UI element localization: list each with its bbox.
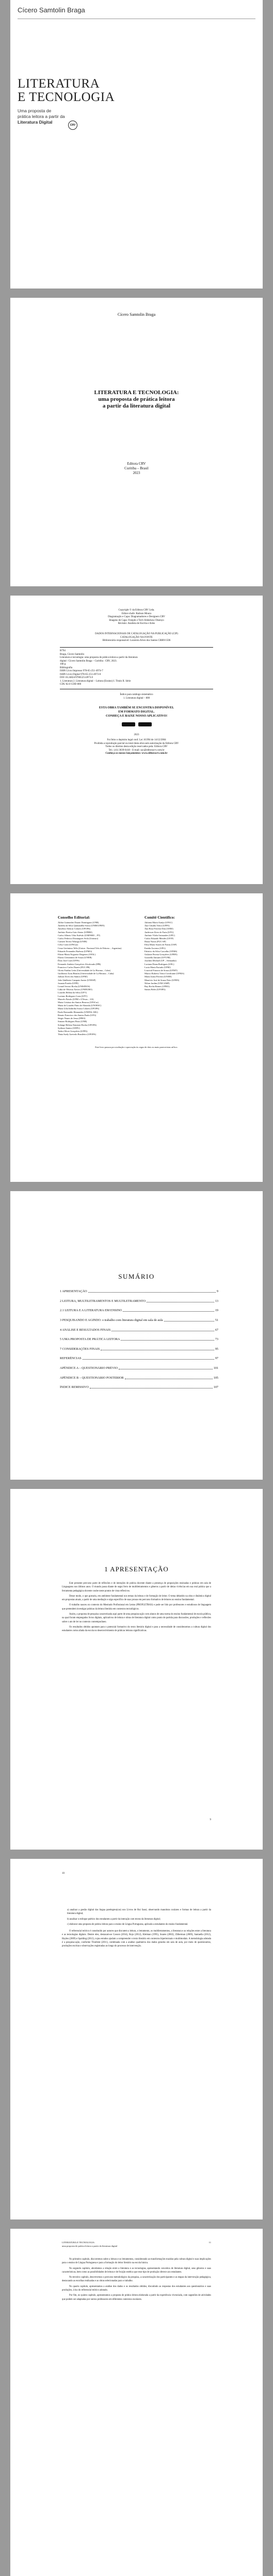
committee-member: Carlos Eduardo Mendes (UFJF) bbox=[144, 937, 174, 940]
committee-member: Elisa Maria Soares de Farias (USP) bbox=[144, 943, 177, 946]
toc-entry-label: 1 APRESENTAÇÃO bbox=[60, 1290, 87, 1294]
digital-notice-line: ESTA OBRA TAMBÉM SE ENCONTRA DISPONÍVEL bbox=[99, 706, 174, 709]
toc-entry-page: 95 bbox=[215, 1347, 218, 1351]
toc-entry[interactable] bbox=[60, 1345, 218, 1354]
toc-entry[interactable] bbox=[60, 1354, 218, 1364]
scientific-committee bbox=[144, 915, 222, 991]
title-page bbox=[10, 298, 263, 586]
committee-member: Maurício José de Souza Neto (UFRN) bbox=[144, 978, 180, 981]
paragraph: No primeiro capítulo, discorremos sobre a leitura e os letramentos, considerando as transformações trazidas pela cultura digital e suas implicações para o ensino de Língua Portuguesa e para a formação do leitor literário na escola básica. bbox=[62, 2258, 211, 2265]
catalog-line: B794 bbox=[60, 650, 66, 652]
digital-notice bbox=[41, 706, 232, 718]
board-member: Maria Lília Imbiriba Sousa Colares (UFOPA) bbox=[58, 1007, 100, 1010]
toc-leader-dots bbox=[83, 1357, 214, 1360]
board-member: Simone Rodrigues Pinto (UNB) bbox=[58, 1020, 87, 1023]
paragraph: Este presente percurso parte de reflexões e de intenções de prática docente diante a presença de proposições ensinadas e práticas em sala de Linguagens nos últimos anos. O mundo passa diante de segui ferro de multiletramentos e gêneros a partir de ideias vivências em sua real prática que a ferramenta pedagógica docente coube neste pontos de vista reflexivos. bbox=[62, 1582, 211, 1592]
committee-member: Adriana Maria Araújo (UFAC) bbox=[144, 921, 173, 924]
publisher-name: Editora CRV bbox=[127, 462, 146, 466]
board-member: Aldira Guimarães Duarte Domínguez (UNB) bbox=[58, 921, 99, 924]
summary-title: SUMÁRIO bbox=[118, 1273, 155, 1280]
page-10 bbox=[10, 1859, 263, 2219]
board-member: Fernando Antônio Gonçalves Alcoforado (IPB) bbox=[58, 962, 101, 965]
title-page-title bbox=[10, 389, 263, 410]
copyright-year: 2023 bbox=[134, 734, 139, 736]
digital-notice-line: EM FORMATO DIGITAL. bbox=[118, 710, 155, 714]
title-page-line2: uma proposta de prática leitora bbox=[98, 396, 175, 402]
app-store-badge-icon[interactable] bbox=[138, 722, 152, 726]
board-member: Cesar Gerónimo Tello (Univer .Nacional Três de Febrero – Argentina) bbox=[58, 946, 122, 950]
committee-member: Joachim Michael (UP – Alemanha) bbox=[144, 959, 176, 962]
cover-author: Cícero Samtolin Braga bbox=[18, 6, 85, 14]
toc-entry[interactable] bbox=[60, 1316, 218, 1326]
board-member: Elizeu Clementino de Souza (UNEB) bbox=[58, 956, 92, 959]
cover-subtitle-line1: Uma proposta de bbox=[18, 108, 52, 113]
board-member: Paulo Romualdo Hernandes (UNIFAL-MG) bbox=[58, 1010, 98, 1013]
cover-title-line2: E TECNOLOGIA bbox=[18, 90, 115, 104]
committee-member: Lucia Maria Furtado (UFRJ) bbox=[144, 965, 171, 969]
cip-subtitle: CATALOGAÇÃO NA FONTE bbox=[120, 636, 153, 639]
toc-entry-label: 4 ANÁLISE E RESULTADOS FINAIS bbox=[60, 1328, 111, 1332]
toc-entry-page: 73 bbox=[215, 1337, 218, 1342]
toc-entry-label: APÊNDICE B – QUESTIONÁRIO POSTERIOR bbox=[60, 1376, 124, 1380]
catalog-index bbox=[41, 693, 232, 700]
toc-entry-label: 7 CONSIDERAÇÕES FINAIS bbox=[60, 1347, 100, 1351]
board-member: Élsio José Corá (UFFS) bbox=[58, 959, 79, 962]
copyright-line: Diagramação e Capa: Diagramadores e Designers CRV bbox=[108, 616, 165, 618]
page-number: 9 bbox=[210, 1819, 211, 1821]
board-member: Maria Cristina dos Santos Bezerra (UFSCar) bbox=[58, 1001, 99, 1004]
peer-review-note: Este livro passou por avaliação e aprovação às cegas de dois ou mais pareceristas ad hoc. bbox=[95, 1046, 178, 1048]
board-member: Guillermo Arias Beatón (Universidade de La Havana – Cuba) bbox=[58, 972, 114, 975]
toc-entry[interactable] bbox=[60, 1325, 218, 1335]
list-item: b) analisar o enfoque poético dos estudantes a partir da interação com textos da literatura digital; bbox=[67, 1918, 161, 1921]
publication-year: 2023 bbox=[133, 471, 140, 475]
toc-entry-label: 2.1 LEITURA E A LITERATURA EM ENSINO bbox=[60, 1309, 122, 1313]
board-member: Antônio Pereira Gaio Júnior (UFRRJ) bbox=[58, 930, 92, 934]
toc-entry-label: REFERÊNCIAS bbox=[60, 1357, 82, 1361]
paragraph: Desse modo, o que gostaria, em ambiente fundamental nos temas da leitura e de formação de leitor. O tema debatido na obra e dinâmica digital em propostas atuais, a partir de uma mediação e algo específico de suas prosas em percurso formativo de leitores no ensino fundamental. bbox=[62, 1595, 211, 1602]
catalog-line: ISBN Livro Digital 978-65-251-4973-0 bbox=[60, 673, 101, 676]
legal-notice bbox=[41, 739, 232, 756]
catalog-line: Braga, Cícero Samtolin bbox=[60, 653, 85, 656]
paragraph: O trabalho nasceu no contexto do Mestrado Profissional em Letras (PROFLETRAS) e pode ser lido por professores e estudiosos de linguagem que pretendem investigar práticas da leitura literária em contextos tecnológicos. bbox=[62, 1604, 211, 1611]
committee-member: Diana Navas (PUC-SP) bbox=[144, 940, 166, 943]
committee-member: Fabrício da Silva Carvalho (UFMS) bbox=[144, 950, 178, 953]
board-member: Carlos Alberto Vilar Estêvão (UMINHO – PT) bbox=[58, 934, 101, 937]
catalog-line: 108 p. bbox=[60, 663, 67, 666]
page-number: 11 bbox=[208, 2241, 211, 2244]
toc-leader-dots bbox=[121, 1338, 214, 1341]
toc-entry-page: 97 bbox=[215, 1357, 218, 1361]
toc-leader-dots bbox=[164, 1319, 214, 1321]
toc-entry-page: 107 bbox=[213, 1385, 218, 1389]
board-member: Tadeu Oliver Gonçalves (UFPA) bbox=[58, 1029, 88, 1032]
toc-entry-page: 67 bbox=[215, 1328, 218, 1332]
editorial-board bbox=[58, 915, 135, 1036]
catalog-line: Bibliografia bbox=[60, 666, 73, 669]
paragraph: No quarto capítulo, apresentamos a análise dos dados e os resultados obtidos, discutindo as respostas dos estudantes aos questionários e suas produções, à luz do referencial teórico adotado. bbox=[62, 2285, 211, 2292]
committee-member: Anderson Alves de Faria (UFU) bbox=[144, 930, 174, 934]
committee-member: Ruy Rocha Ramos (UFBA) bbox=[144, 985, 170, 988]
scientific-committee-list bbox=[144, 921, 222, 991]
title-page-line1: LITERATURA E TECNOLOGIA: bbox=[94, 389, 179, 396]
copyright-credits bbox=[41, 609, 232, 626]
board-member: Lourdes Helena da Silva (UFV) bbox=[58, 991, 87, 994]
committee-member: Gislaine Pereira Gonçalves (UFRN) bbox=[144, 953, 178, 956]
cover-subtitle bbox=[18, 108, 65, 125]
toc-entry[interactable] bbox=[60, 1364, 218, 1374]
catalog-line: 1. Literatura 2. Literatura digital – Leitura (Ensino) I. Título II. Série bbox=[60, 680, 131, 683]
board-member: Solange Helena Ximenes-Rocha (UFOPA) bbox=[58, 1023, 97, 1026]
board-member: Marcelo Paixão (UFRJ e UTexas – US) bbox=[58, 997, 94, 1001]
chapter-body bbox=[62, 2258, 211, 2303]
toc-leader-dots bbox=[123, 1309, 214, 1312]
legal-line: Todos os direitos desta edição reservados pela: Editora CRV bbox=[105, 745, 168, 748]
board-member: Tânia Suely Azevedo Brasileiro (UFOPA) bbox=[58, 1033, 96, 1036]
board-member: Josania Portela (UFPI) bbox=[58, 981, 78, 985]
board-member: Jailson Alves dos Santos (UFRJ) bbox=[58, 975, 88, 978]
paragraph: No segundo capítulo, abordamos a relação entre a literatura e as tecnologias, apresentando conceitos de literatura digital, seus gêneros e suas características, bem como as possibilidades de leitura e de fruição estética que esse tipo de produção oferece aos estudantes. bbox=[62, 2267, 211, 2274]
toc-leader-dots bbox=[125, 1377, 213, 1379]
running-header-sub bbox=[62, 2245, 211, 2247]
copyright-line: Revisão: Analista de Escrita e Artes bbox=[118, 622, 155, 625]
catalog-index-entry: 1. Literatura digital – 800 bbox=[123, 697, 150, 700]
publisher-site[interactable]: Conheça os nossos lançamentos: www.editoracrv.com.br bbox=[105, 752, 168, 755]
publisher-city: Curitiba – Brasil bbox=[124, 466, 149, 470]
toc-leader-dots bbox=[90, 1386, 213, 1388]
board-member: Elione Maria Nogueira Diogenes (UFAL) bbox=[58, 953, 96, 956]
toc-entry-page: 19 bbox=[215, 1309, 218, 1313]
google-play-badge-icon[interactable] bbox=[122, 722, 135, 726]
toc-entry[interactable] bbox=[60, 1297, 218, 1307]
committee-member: Nilton Jardim (UNICAMP) bbox=[144, 981, 170, 985]
title-page-line3: a partir da literatura digital bbox=[102, 403, 171, 409]
toc-leader-dots bbox=[147, 1300, 214, 1302]
committee-member: Eneida Ascenso (UFG) bbox=[144, 946, 166, 950]
summary-page bbox=[10, 1191, 263, 1480]
board-member: Francisco Carlos Duarte (PUC-PR) bbox=[58, 965, 90, 969]
committee-member: Marcio Roberto Vieira Cavalcante (UFMA) bbox=[144, 972, 184, 975]
catalog-line: Literatura e tecnologia: uma proposta de prática leitora a partir da literatura bbox=[60, 656, 138, 659]
chapter-body bbox=[62, 1582, 211, 1635]
toc-entry-page: 101 bbox=[213, 1366, 218, 1370]
catalog-line: digital / Cícero Samtolin Braga – Curitiba : CRV, 2023. bbox=[60, 659, 117, 663]
running-header bbox=[62, 2241, 211, 2244]
scientific-committee-title: Comitê Científico: bbox=[144, 915, 175, 920]
toc-entry-label: 3 PESQUISANDO E AGINDO: o trabalho com literatura digital em sala de aula bbox=[60, 1318, 163, 1323]
toc-entry[interactable] bbox=[60, 1306, 218, 1316]
title-page-author: Cícero Samtolin Braga bbox=[117, 312, 156, 317]
toc-leader-dots bbox=[119, 1367, 213, 1369]
toc-leader-dots bbox=[88, 1290, 216, 1293]
committee-member: Graziella Antunes (UFVJM) bbox=[144, 956, 170, 959]
cover-subtitle-line2: prática leitora a partir da bbox=[18, 114, 65, 119]
board-member: João Adalberto Campato Junior (UNESP) bbox=[58, 978, 96, 981]
editorial-board-page bbox=[10, 893, 263, 1182]
toc-entry-page: 105 bbox=[213, 1376, 218, 1380]
cover-page bbox=[10, 0, 263, 289]
toc-entry-label: ÍNDICE REMISSIVO bbox=[60, 1385, 89, 1389]
running-header-title: LITERATURA E TECNOLOGIA: bbox=[62, 2241, 95, 2244]
app-store-badges bbox=[41, 722, 232, 726]
paragraph: No terceiro capítulo, descrevemos o percurso metodológico da pesquisa, a caracterização dos participantes e as etapas da intervenção pedagógica, destacando as escolhas realizadas e as obras selecionadas para o trabalho. bbox=[62, 2276, 211, 2283]
committee-member: Luciana Diana Rodrigues (UEL) bbox=[144, 962, 174, 965]
committee-member: Antônio Vilela Guimarães (UFU) bbox=[144, 934, 175, 937]
legal-line: Foi feito o depósito legal conf. Lei 10.994 de 14/12/2004 bbox=[107, 739, 166, 741]
chapter-title: 1 APRESENTAÇÃO bbox=[104, 1565, 169, 1573]
paragraph: Por fim, no quinto capítulo, apresentamos a proposta de prática leitora elaborada a partir da experiência vivenciada, com sugestões de atividades que podem ser adaptadas por outros professores em diferentes contextos escolares. bbox=[62, 2294, 211, 2301]
copyright-line: Imagens de Capa: Freepik e Tech Slideshow Disenyo bbox=[109, 619, 164, 622]
toc-leader-dots bbox=[101, 1348, 214, 1350]
board-member: Andréia da Silva Quintanilha Sousa (UNIR/UFRN) bbox=[58, 924, 105, 927]
cover-title-line1: LITERATURA bbox=[18, 77, 100, 91]
board-member: Carmen Tereza Velanga (UNIR) bbox=[58, 940, 87, 943]
board-member: Luciano Rodrigues Costa (UFV) bbox=[58, 994, 88, 997]
board-member: Leonel Severo Rocha (UNISINOS) bbox=[58, 985, 90, 988]
legal-line: Proibida a reprodução parcial ou total desta obra sem autorização da Editora CRV bbox=[94, 742, 179, 745]
copyright-line: Copyright © da Editora CRV Ltda. bbox=[118, 609, 155, 612]
paragraph: Assim, a proposta de pesquisa caracterizada aqui parte de uma pesquisa-ação com alunos de uma turma do ensino fundamental de escola pública, na qual foram empregados livros digitais, aplicativos de leitura e obras de literatura digital como ponto de partida para discussões, produções e reflexões sobre o ato de ler no contexto contemporâneo. bbox=[62, 1613, 211, 1623]
cip-librarian: Bibliotecária responsável: Luzenira Alves dos Santos CRB9/1506 bbox=[102, 639, 171, 642]
toc-entry-label: 5 UMA PROPOSTA DE PRÁTICA LEITORA bbox=[60, 1337, 120, 1342]
toc-entry-page: 13 bbox=[215, 1299, 218, 1303]
toc-entry[interactable] bbox=[60, 1383, 218, 1393]
running-header-subtitle: uma proposta de prática leitora a partir da literatura digital bbox=[62, 2245, 118, 2247]
toc-entry-page: 9 bbox=[216, 1290, 218, 1294]
board-member: Eduardo Fernandes Barbosa (UFMG) bbox=[58, 950, 92, 953]
toc-entry[interactable] bbox=[60, 1335, 218, 1345]
cip-title: DADOS INTERNACIONAIS DE CATALOGAÇÃO NA PUBLICAÇÃO (CIP) bbox=[95, 633, 178, 635]
committee-member: Maria Joana Ferreira (UNEB) bbox=[144, 975, 172, 978]
catalog-card bbox=[60, 647, 213, 689]
board-member: Sydione Santos (UEPG) bbox=[58, 1026, 80, 1029]
list-item: c) elaborar uma proposta de prática leitora para o ensino de Língua Portuguesa, aplicada a estudantes do ensino fundamental. bbox=[67, 1923, 188, 1926]
board-member: Sérgio Nunes de Jesus (IFRO) bbox=[58, 1017, 86, 1020]
board-member: Gloria Fariñas León (Universidade de La Havana – Cuba) bbox=[58, 969, 110, 972]
board-member: Renato Francisco dos Santos Paula (UFG) bbox=[58, 1013, 97, 1016]
board-member: Anselmo Alencar Colares (UFOPA) bbox=[58, 927, 91, 930]
catalog-line: CDU 82.0 CDD 800 bbox=[60, 683, 82, 686]
catalog-line: ISBN Livro Impresso 978-65-251-4974-7 bbox=[60, 670, 103, 672]
digital-notice-line: CONHEÇA E BAIXE NOSSO APLICATIVO! bbox=[105, 715, 168, 718]
toc-entry-label: APÊNDICE A – QUESTIONÁRIO PRÉVIO bbox=[60, 1366, 118, 1370]
objectives-list bbox=[62, 1908, 211, 1948]
cover-subtitle-line3: Literatura Digital bbox=[18, 120, 53, 125]
copyright-line: Editor-chefe: Railson Moura bbox=[121, 612, 152, 615]
page-11 bbox=[10, 2229, 263, 2576]
board-member: Maria de Lourdes Pinto de Almeida (UNOESC) bbox=[58, 1004, 102, 1007]
committee-member: Ana Rosa Ferreira Dias (UERJ) bbox=[144, 927, 173, 930]
toc-entry[interactable] bbox=[60, 1373, 218, 1383]
editorial-board-title: Conselho Editorial: bbox=[58, 915, 90, 920]
copyright-page bbox=[10, 596, 263, 884]
paragraph: Os resultados obtidos apontam para o potencial formativo do texto literário digital e para a necessidade de considerarmos a cultura digital dos estudantes como aliada da escola no desenvolvimento de práticas leitoras significativas. bbox=[62, 1625, 211, 1633]
publisher-logo-icon: CRV bbox=[68, 121, 77, 130]
committee-member: Lourival Fonseca de Souza (UFMT) bbox=[144, 969, 178, 972]
board-member: Lídia de Oliveira Xavier (UNIEURO) bbox=[58, 988, 92, 991]
presentation-page bbox=[10, 1489, 263, 1850]
committee-member: Santos Beles (UFOPA) bbox=[144, 988, 166, 991]
page-number: 10 bbox=[62, 1872, 65, 1875]
catalog-line: DOI 10.24824/978652514973.0 bbox=[60, 676, 93, 679]
title-page-publisher bbox=[10, 462, 263, 476]
publisher-contact: Tel.: (41) 3039-6418 - E-mail: sac@editoracrv.com.br bbox=[108, 749, 165, 752]
board-member: Celso Conti (UFSCar) bbox=[58, 943, 78, 946]
editorial-board-list bbox=[58, 921, 135, 1036]
toc-entry-label: 2 LEITURA, MULTILETRAMENTOS E MULTILETRAMENTO bbox=[60, 1299, 146, 1303]
toc-leader-dots bbox=[111, 1329, 214, 1331]
cip-heading bbox=[41, 633, 232, 643]
paragraph: O referencial teórico é constituído por autores que discutem a leitura, o letramento, os multiletramentos, a literatura e as relações entre a literatura e as tecnologias digitais. Dentre eles, destacam-se Cosson (2014), Rojo (2012), Kleiman (1995), Soares (2002), Zilberman (2009), Santaella (2012), Hayles (2009) e Spalding (2012), cujos estudos ajudam a compreender o texto literário em contextos hipertextuais e multimodais. A metodologia adotada é a pesquisa-ação, conforme Thiollent (2011), combinada com a análise qualitativa dos dados gerados em sala de aula, por meio de questionários, produções escritas e observações registradas ao longo do processo de intervenção. bbox=[62, 1930, 211, 1948]
catalog-index-title: Índice para catálogo sistemático bbox=[120, 693, 153, 696]
toc-entry-page: 51 bbox=[215, 1318, 218, 1323]
committee-member: Ana Cláudia Vieira (UFPA) bbox=[144, 924, 170, 927]
toc-entry[interactable] bbox=[60, 1287, 218, 1297]
list-item: a) analisar a gestão digital das lingua parelegreu(cas) nos Livros de Rui Sassi, observando manobras oculares e formas de leitura a partir da literatura digital; bbox=[67, 1909, 211, 1916]
table-of-contents bbox=[60, 1287, 218, 1393]
cover-title bbox=[18, 77, 115, 104]
board-member: Carlos Federico Dominguez Avila (Unieuro) bbox=[58, 937, 99, 940]
